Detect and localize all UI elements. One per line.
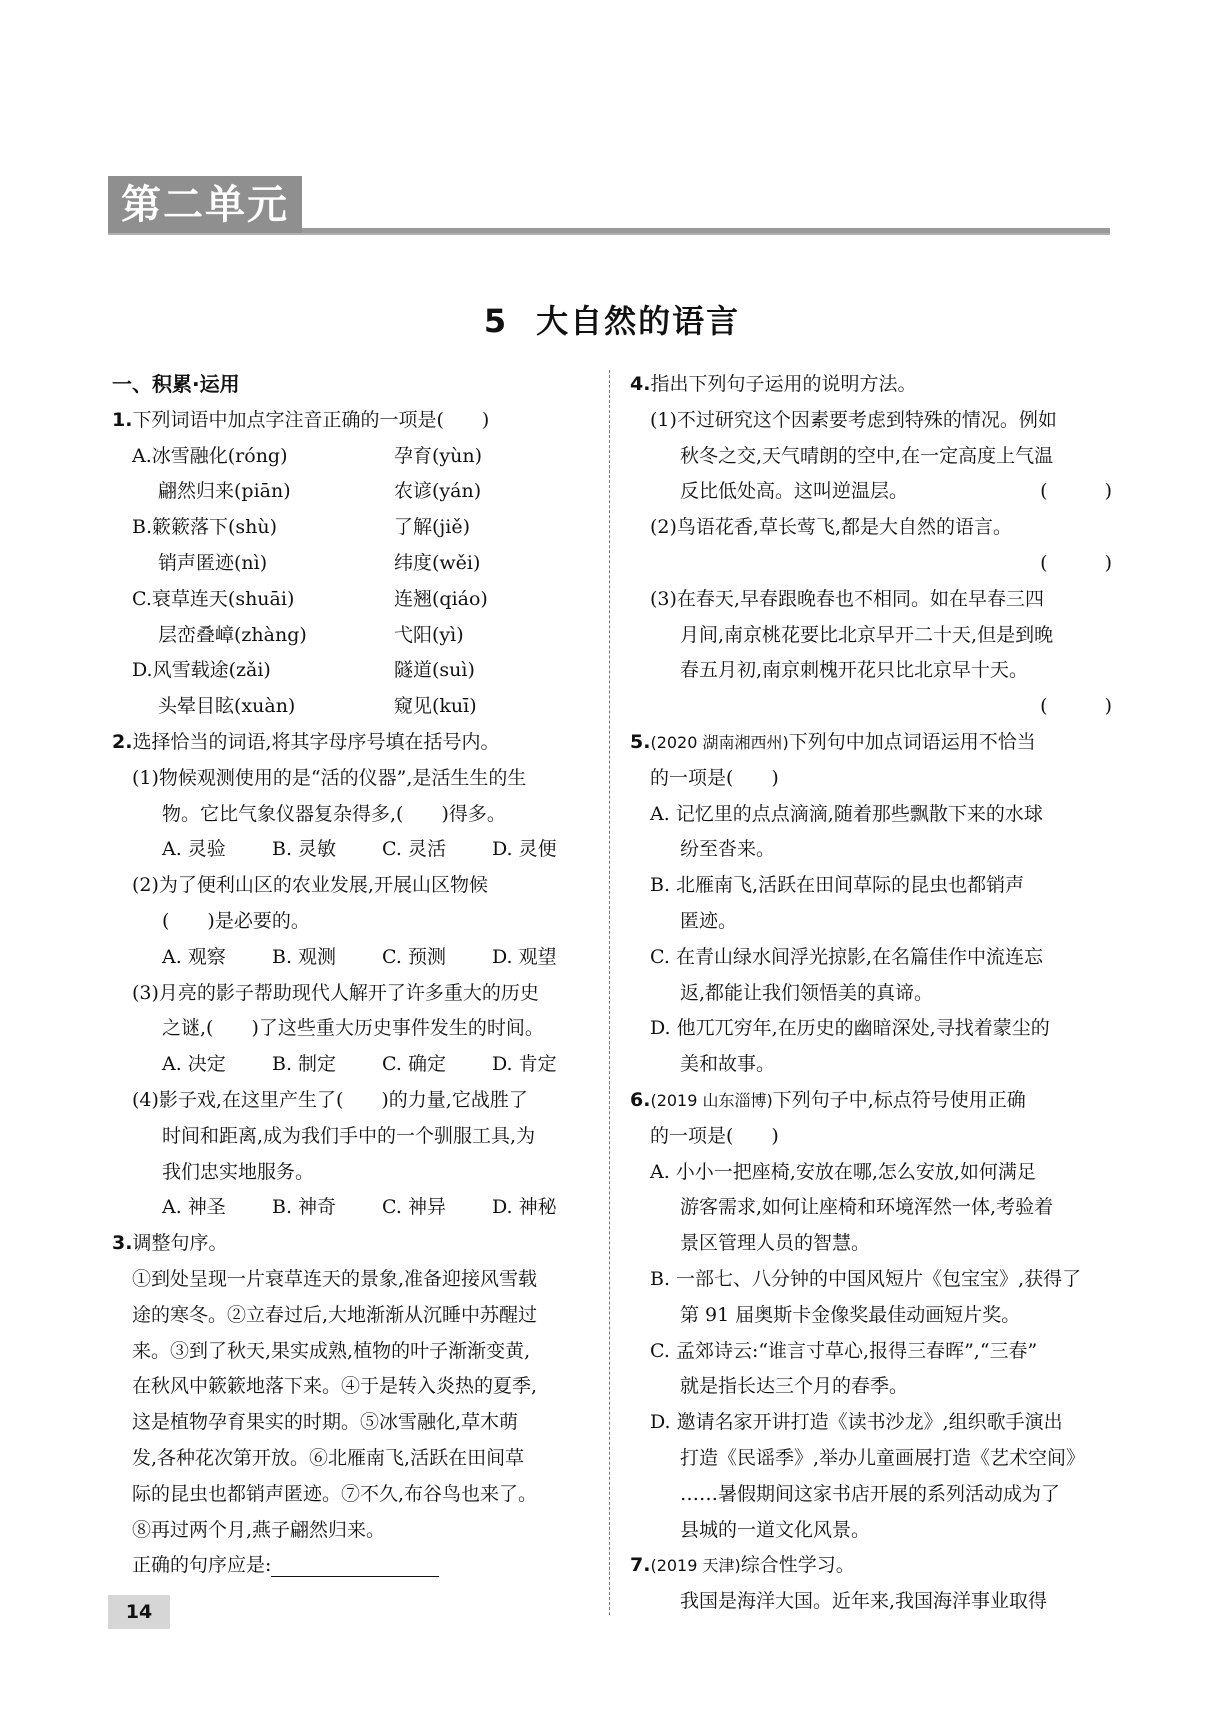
answer-paren[interactable]: ( ) <box>1040 480 1112 503</box>
q2-item-4-cont2: 我们忠实地服务。 <box>162 1160 315 1183</box>
column-divider <box>609 370 610 1615</box>
q3-text-line: 来。③到了秋天,果实成熟,植物的叶子渐渐变黄, <box>132 1339 531 1362</box>
q1-option-d: D.风雪载途(zǎi) 隧道(suì) <box>132 659 475 682</box>
q6-option-d-cont: 打造《民谣季》,举办儿童画展打造《艺术空间》 <box>680 1446 1086 1469</box>
q4-item-1: (1)不过研究这个因素要考虑到特殊的情况。例如 <box>650 408 1057 431</box>
q6-option-a-cont: 游客需求,如何让座椅和环境浑然一体,考验着 <box>680 1196 1054 1219</box>
q6-option-b-cont: 第 91 届奥斯卡金像奖最佳动画短片奖。 <box>680 1303 1021 1326</box>
lesson-title <box>0 296 1224 342</box>
q5-option-c: C. 在青山绿水间浮光掠影,在名篇佳作中流连忘 <box>650 945 1043 968</box>
q3-text-line: 发,各种花次第开放。⑥北雁南飞,活跃在田间草 <box>132 1446 525 1469</box>
q6-option-a-cont2: 景区管理人员的智慧。 <box>680 1232 871 1255</box>
q2-item-3: (3)月亮的影子帮助现代人解开了许多重大的历史 <box>132 981 539 1004</box>
q1-option-c: C.衰草连天(shuāi) 连翘(qiáo) <box>132 587 488 610</box>
q4-item-3-paren-line <box>630 689 1112 725</box>
q3-text-line: 这是植物孕育果实的时期。⑤冰雪融化,草木萌 <box>132 1411 519 1434</box>
page-number: 14 <box>108 1595 170 1629</box>
q1-option-b: B.簌簌落下(shù) 了解(jiě) <box>132 516 471 539</box>
q4-item-3-cont: 月间,南京桃花要比北京早开二十天,但是到晚 <box>680 623 1054 646</box>
q2-item-2-cont: ( )是必要的。 <box>162 909 310 932</box>
q1-option-a-cont: 翩然归来(piān) 农谚(yán) <box>158 480 482 503</box>
q3-answer-line: 正确的句序应是: <box>112 1548 594 1584</box>
q2-item-1-options: A. 灵验 B. 灵敏 C. 灵活 D. 灵便 <box>162 838 557 861</box>
question-2-stem: 2.选择恰当的词语,将其字母序号填在括号内。 <box>112 730 500 753</box>
q2-item-1-cont: 物。它比气象仪器复杂得多,( )得多。 <box>162 802 506 825</box>
q2-item-2: (2)为了便利山区的农业发展,开展山区物候 <box>132 874 488 897</box>
q5-option-a: A. 记忆里的点点滴滴,随着那些飘散下来的水球 <box>650 802 1043 825</box>
q6-option-b: B. 一部七、八分钟的中国风短片《包宝宝》,获得了 <box>650 1267 1082 1290</box>
q2-item-4: (4)影子戏,在这里产生了( )的力量,它战胜了 <box>132 1088 528 1111</box>
q1-option-b-cont: 销声匿迹(nì) 纬度(wěi) <box>158 551 481 574</box>
q3-text-line: 途的寒冬。②立春过后,大地渐渐从沉睡中苏醒过 <box>132 1303 538 1326</box>
q6-option-d-cont2: ……暑假期间这家书店开展的系列活动成为了 <box>680 1482 1061 1505</box>
section-heading: 一、积累·运用 <box>112 372 240 396</box>
q5-option-d-cont: 美和故事。 <box>680 1053 776 1076</box>
lesson-name: 大自然的语言 <box>536 302 741 340</box>
q5-option-b: B. 北雁南飞,活跃在田间草际的昆虫也都销声 <box>650 874 1025 897</box>
q5-option-c-cont: 返,都能让我们领悟美的真谛。 <box>680 981 934 1004</box>
question-3-stem: 3.调整句序。 <box>112 1232 228 1255</box>
q3-text-line: ⑧再过两个月,燕子翩然归来。 <box>132 1518 386 1541</box>
q4-item-3: (3)在春天,早春跟晚春也不相同。如在早春三四 <box>650 587 1044 610</box>
q5-option-b-cont: 匿迹。 <box>680 909 738 932</box>
q3-text-line: 际的昆虫也都销声匿迹。⑦不久,布谷鸟也来了。 <box>132 1482 538 1505</box>
q2-item-1: (1)物候观测使用的是“活的仪器”,是活生生的生 <box>132 766 527 789</box>
q5-option-a-cont: 纷至沓来。 <box>680 838 776 861</box>
q6-option-a: A. 小小一把座椅,安放在哪,怎么安放,如何满足 <box>650 1160 1036 1183</box>
q4-item-3-cont2: 春五月初,南京刺槐开花只比北京早十天。 <box>680 659 1029 682</box>
lesson-number: 5 <box>483 302 509 340</box>
question-5-stem-cont: 的一项是( ) <box>650 766 779 789</box>
question-7-stem: 7.(2019 天津)综合性学习。 <box>630 1554 855 1577</box>
question-1-stem: 1.下列词语中加点字注音正确的一项是( ) <box>112 408 490 431</box>
answer-paren[interactable]: ( ) <box>1040 551 1112 574</box>
unit-banner: 第二单元 <box>108 176 302 234</box>
question-6-stem-cont: 的一项是( ) <box>650 1124 779 1147</box>
q6-option-c-cont: 就是指长达三个月的春季。 <box>680 1375 909 1398</box>
q2-item-3-cont: 之谜,( )了这些重大历史事件发生的时间。 <box>162 1017 544 1040</box>
q1-option-a: A.冰雪融化(róng) 孕育(yùn) <box>132 444 483 467</box>
q4-item-1-cont2: 反比低处高。这叫逆温层。 ( ) <box>630 474 1112 510</box>
q2-item-3-options: A. 决定 B. 制定 C. 确定 D. 肯定 <box>162 1053 557 1076</box>
q6-option-c: C. 孟郊诗云:“谁言寸草心,报得三春晖”,“三春” <box>650 1339 1038 1362</box>
q4-item-1-cont: 秋冬之交,天气晴朗的空中,在一定高度上气温 <box>680 444 1054 467</box>
banner-underline <box>108 233 1110 235</box>
q3-text-line: ①到处呈现一片衰草连天的景象,准备迎接风雪载 <box>132 1267 538 1290</box>
left-column <box>112 367 594 1584</box>
q2-item-4-cont: 时间和距离,成为我们手中的一个驯服工具,为 <box>162 1124 536 1147</box>
q4-item-2-paren-line <box>630 546 1112 582</box>
q6-option-d: D. 邀请名家开讲打造《读书沙龙》,组织歌手演出 <box>650 1411 1063 1434</box>
q6-option-d-cont3: 县城的一道文化风景。 <box>680 1518 871 1541</box>
question-4-stem: 4.指出下列句子运用的说明方法。 <box>630 373 917 395</box>
question-6-stem: 6.(2019 山东淄博)下列句子中,标点符号使用正确 <box>630 1088 1026 1111</box>
answer-blank[interactable] <box>271 1552 439 1577</box>
q2-item-4-options: A. 神圣 B. 神奇 C. 神异 D. 神秘 <box>162 1196 557 1219</box>
question-5-stem: 5.(2020 湖南湘西州)下列句中加点词语运用不恰当 <box>630 730 1036 753</box>
q5-option-d: D. 他兀兀穷年,在历史的幽暗深处,寻找着蒙尘的 <box>650 1017 1050 1040</box>
q2-item-2-options: A. 观察 B. 观测 C. 预测 D. 观望 <box>162 945 557 968</box>
q3-text-line: 在秋风中簌簌地落下来。④于是转入炎热的夏季, <box>132 1375 538 1398</box>
q4-item-2: (2)鸟语花香,草长莺飞,都是大自然的语言。 <box>650 516 1012 539</box>
right-column <box>630 367 1112 1620</box>
q1-option-d-cont: 头晕目眩(xuàn) 窥见(kuī) <box>158 695 477 718</box>
answer-paren[interactable]: ( ) <box>1040 695 1112 718</box>
q7-body: 我国是海洋大国。近年来,我国海洋事业取得 <box>680 1590 1048 1613</box>
q1-option-c-cont: 层峦叠嶂(zhàng) 弋阳(yì) <box>158 623 464 646</box>
